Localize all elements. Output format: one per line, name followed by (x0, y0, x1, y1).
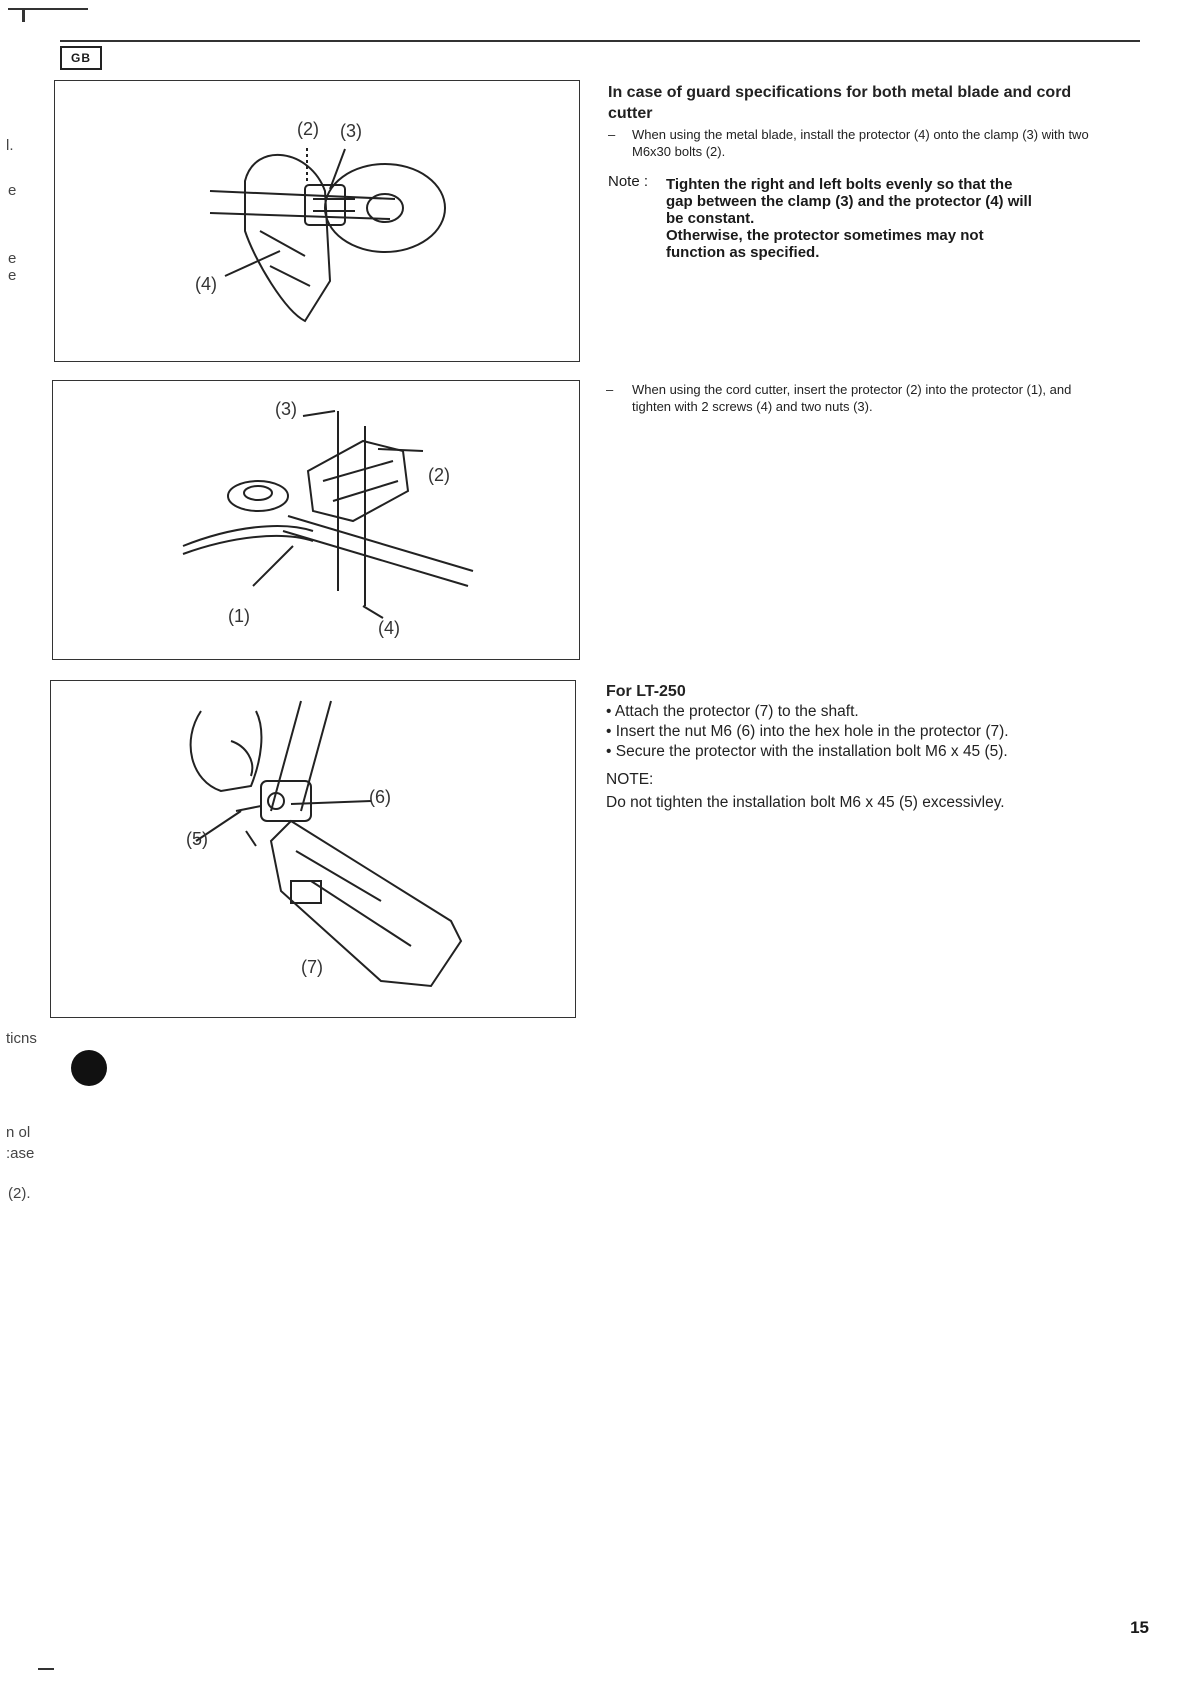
figure-label: (2) (297, 119, 319, 139)
section-heading: For LT-250 (606, 683, 686, 700)
figure-label: (3) (275, 399, 297, 419)
bullet-list (606, 702, 1106, 762)
note-line: function as specified. (666, 244, 820, 261)
illustration-cord-cutter-guard (53, 381, 579, 659)
note-body (666, 176, 1076, 261)
margin-fragment: n ol (6, 1124, 31, 1141)
figure-label: (2) (428, 465, 450, 485)
page-number: 15 (1130, 1618, 1149, 1637)
note-line: Tighten the right and left bolts evenly so that the (666, 176, 1013, 193)
note-label: Note : (608, 173, 649, 190)
figure-cord-cutter-protector (52, 380, 580, 660)
bottom-mark (38, 1668, 54, 1670)
margin-fragment: e (8, 267, 17, 284)
figure-label: (7) (301, 957, 323, 977)
list-item: • Insert the nut M6 (6) into the hex hole in the protector (7). (606, 723, 1009, 740)
margin-fragment: e (8, 250, 17, 267)
figure-label: (4) (378, 618, 400, 638)
instruction-dash: – (608, 127, 616, 142)
figure-label: (5) (186, 829, 208, 849)
figure-label: (6) (369, 787, 391, 807)
note-text: Do not tighten the installation bolt M6 x 45 (5) excessivley. (606, 794, 1005, 811)
instruction-dash: – (606, 382, 614, 397)
margin-fragment: l. (6, 137, 14, 154)
margin-fragment: e (8, 182, 17, 199)
note-line: Otherwise, the protector sometimes may not (666, 227, 984, 244)
note-line: gap between the clamp (3) and the protector (4) will (666, 193, 1032, 210)
note-label: NOTE: (606, 771, 654, 788)
header-rule (60, 40, 1140, 42)
corner-mark (8, 8, 88, 10)
figure-lt250-protector (50, 680, 576, 1018)
figure-label: (3) (340, 121, 362, 141)
note-line: be constant. (666, 210, 755, 227)
list-item: • Attach the protector (7) to the shaft. (606, 703, 859, 720)
margin-fragment: ticns (6, 1030, 37, 1047)
instruction-text: When using the metal blade, install the protector (4) onto the clamp (3) with two M6x30 bolts (2). (632, 127, 1089, 159)
instruction-text: When using the cord cutter, insert the protector (2) into the protector (1), and tighten with 2 screws (4) and two nuts (3). (632, 382, 1072, 414)
margin-fragment: :ase (6, 1145, 35, 1162)
section-tag: GB (60, 46, 102, 70)
figure-metal-blade-protector (54, 80, 580, 362)
figure-label: (1) (228, 606, 250, 626)
figure-label: (4) (195, 274, 217, 294)
section-heading: In case of guard specifications for both metal blade and cord cutter (608, 84, 1072, 122)
punch-hole (71, 1050, 107, 1086)
margin-fragment: (2). (8, 1185, 31, 1202)
list-item: • Secure the protector with the installation bolt M6 x 45 (5). (606, 743, 1008, 760)
corner-mark-tick (22, 8, 25, 22)
